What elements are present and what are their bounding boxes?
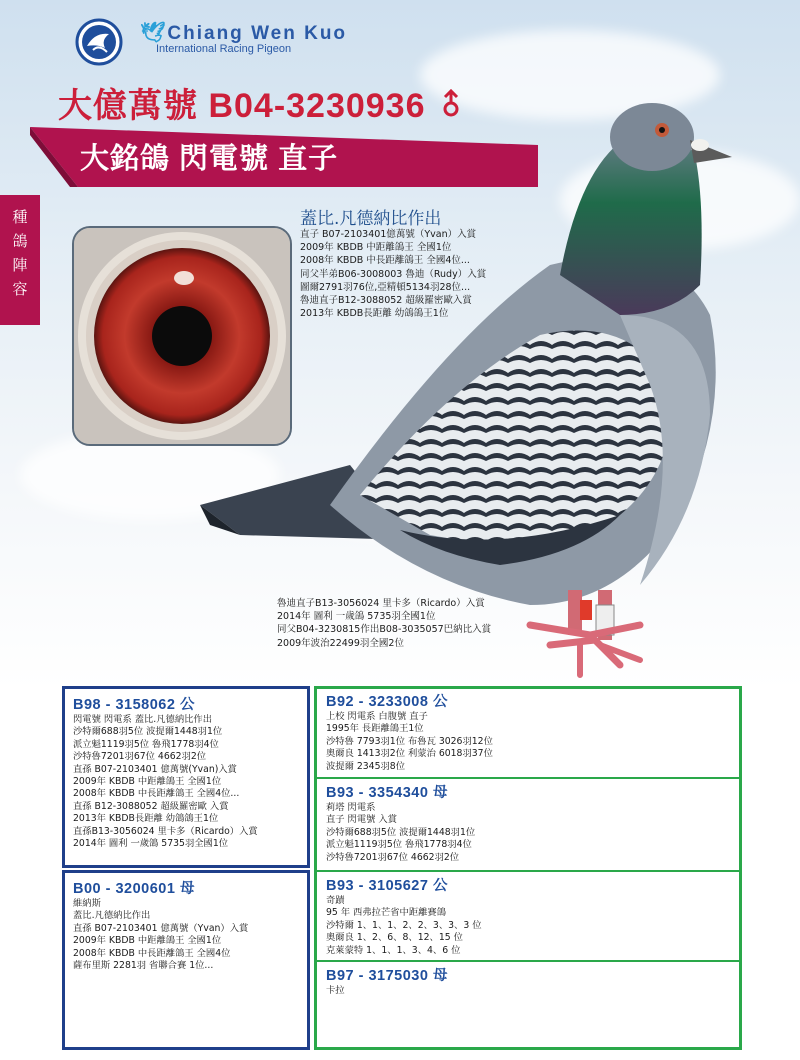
detail-line: 沙特爾 1、1、1、2、2、3、3、3 位 <box>326 919 482 931</box>
dd-block <box>326 964 448 997</box>
ds-details <box>326 895 482 957</box>
side-tab-char: 鴿 <box>12 232 28 250</box>
breeder-subtitle: 蓋比.凡德納比作出 <box>300 209 442 229</box>
detail-line: 2008年 KBDB 中長距離鴿王 全國4位... <box>73 788 240 800</box>
ss-details <box>326 711 493 773</box>
detail-line: 2008年 KBDB 中長距離鴿王 全國4位 <box>73 947 231 959</box>
detail-line: 莉塔 閃電系 <box>326 802 376 813</box>
note-line: 2014年 圖利 一歲鴿 5735羽全國1位 <box>277 611 436 623</box>
note-line: 魯迪直子B13-3056024 里卡多（Ricardo）入賞 <box>277 598 485 609</box>
note-line: 2009年波治22499羽全國2位 <box>277 637 404 649</box>
detail-line: 沙特魯7201羽67位 4662羽2位 <box>73 751 207 763</box>
side-tab-char: 容 <box>12 280 28 298</box>
detail-line: 沙特爾688羽5位 波提爾1448羽1位 <box>326 826 476 838</box>
brand-name <box>140 20 347 45</box>
detail-line: 派立魁1119羽5位 魯飛1778羽4位 <box>326 839 472 851</box>
detail-line: 波提爾 2345羽8位 <box>326 760 406 772</box>
detail-line: 奧爾良 1413羽2位 利蒙治 6018羽37位 <box>326 748 493 760</box>
note-line: 同父B04-3230815作出B08-3035057巴納比入賞 <box>277 624 492 636</box>
detail-line: 2014年 圖利 一歲鴿 5735羽全國1位 <box>73 838 229 850</box>
note-line: 直子 B07-2103401億萬號（Yvan）入賞 <box>300 229 477 240</box>
detail-line: 95 年 西弗拉芒省中距離賽鴿 <box>326 907 447 919</box>
detail-line: 閃電號 閃電系 蓋比.凡德納比作出 <box>73 714 213 725</box>
side-tab-char: 種 <box>12 208 28 226</box>
detail-line: 2009年 KBDB 中距離鴿王 全國1位 <box>73 776 222 788</box>
note-line: 圖爾2791羽76位,亞精頓5134羽28位... <box>300 281 471 293</box>
detail-line: 直孫 B07-2103401 億萬號（Yvan）入賞 <box>73 922 249 934</box>
dd-ring-number: B97 - 3175030 母 <box>326 968 448 984</box>
brand-bird-icon: 🕊 <box>140 22 168 44</box>
note-line: 2009年 KBDB 中距離鴿王 全國1位 <box>300 242 452 254</box>
side-tab-char: 陣 <box>12 256 28 274</box>
page-title-text: 大億萬號 B04-3230936 <box>58 87 426 125</box>
card-divider <box>314 870 742 872</box>
sd-block <box>326 781 475 864</box>
card-divider <box>314 777 742 779</box>
detail-line: 蓋比.凡德納比作出 <box>73 910 151 922</box>
note-line: 魯迪直子B12-3088052 超級羅密歐入賞 <box>300 295 472 307</box>
detail-line: 直孫 B12-3088052 超級羅密歐 入賞 <box>73 800 229 812</box>
brand <box>140 20 347 55</box>
sd-details <box>326 802 475 864</box>
sire-details <box>73 714 299 850</box>
detail-line: 克萊蒙特 1、1、1、3、4、6 位 <box>326 944 461 956</box>
note-line: 2008年 KBDB 中長距離鴿王 全國4位... <box>300 255 470 267</box>
ss-ring-number: B92 - 3233008 公 <box>326 694 448 710</box>
detail-line: 奧爾良 1、2、6、8、12、15 位 <box>326 932 463 944</box>
sd-ring-number: B93 - 3354340 母 <box>326 785 448 801</box>
detail-line: 沙特魯7201羽67位 4662羽2位 <box>326 851 460 863</box>
card-divider <box>314 960 742 962</box>
side-tab <box>0 195 40 325</box>
brand-name-prefix: C <box>167 23 184 44</box>
detail-line: 直孫B13-3056024 里卡多（Ricardo）入賞 <box>73 825 258 837</box>
detail-line: 2013年 KBDB長距離 幼鴿鴿王1位 <box>73 813 219 825</box>
detail-line: 上校 閃電系 白腹號 直子 <box>326 711 428 722</box>
note-line: 同父半弟B06-3008003 魯迪（Rudy）入賞 <box>300 268 487 280</box>
detail-line: 卡拉 <box>326 985 345 996</box>
detail-line: 派立魁1119羽5位 魯飛1778羽4位 <box>73 738 219 750</box>
detail-line: 維納斯 <box>73 898 101 909</box>
dd-details <box>326 985 448 997</box>
detail-line: 直孫 B07-2103401 億萬號(Yvan)入賞 <box>73 763 237 775</box>
detail-line: 沙特爾688羽5位 波提爾1448羽1位 <box>73 726 223 738</box>
dam-card <box>62 870 310 1050</box>
brand-subtitle: International Racing Pigeon <box>156 43 292 55</box>
ss-block <box>326 690 493 773</box>
pedigree-note-top <box>300 228 486 320</box>
brand-name-rest: hiang Wen Kuo <box>183 23 348 44</box>
pedigree-note-bottom <box>277 597 491 650</box>
dam-details <box>73 898 299 972</box>
detail-line: 沙特魯 7793羽1位 布魯瓦 3026羽12位 <box>326 735 493 747</box>
detail-line: 薩布里斯 2281羽 省聯合賽 1位... <box>73 960 214 972</box>
dam-ring-number: B00 - 3200601 母 <box>73 881 195 897</box>
detail-line: 2009年 KBDB 中距離鴿王 全國1位 <box>73 935 222 947</box>
banner-title: 大銘鴿 閃電號 直子 <box>80 143 339 175</box>
detail-line: 奇蹟 <box>326 895 345 906</box>
ds-ring-number: B93 - 3105627 公 <box>326 878 448 894</box>
detail-line: 直子 閃電號 入賞 <box>326 814 397 826</box>
sire-ring-number: B98 - 3158062 公 <box>73 697 195 713</box>
detail-line: 1995年 長距離鴿王1位 <box>326 723 424 735</box>
sire-card <box>62 686 310 868</box>
note-line: 2013年 KBDB長距離 幼鴿鴿王1位 <box>300 308 449 320</box>
pigeon-eye-image <box>72 226 292 446</box>
ds-block <box>326 874 482 957</box>
club-logo <box>75 18 123 66</box>
